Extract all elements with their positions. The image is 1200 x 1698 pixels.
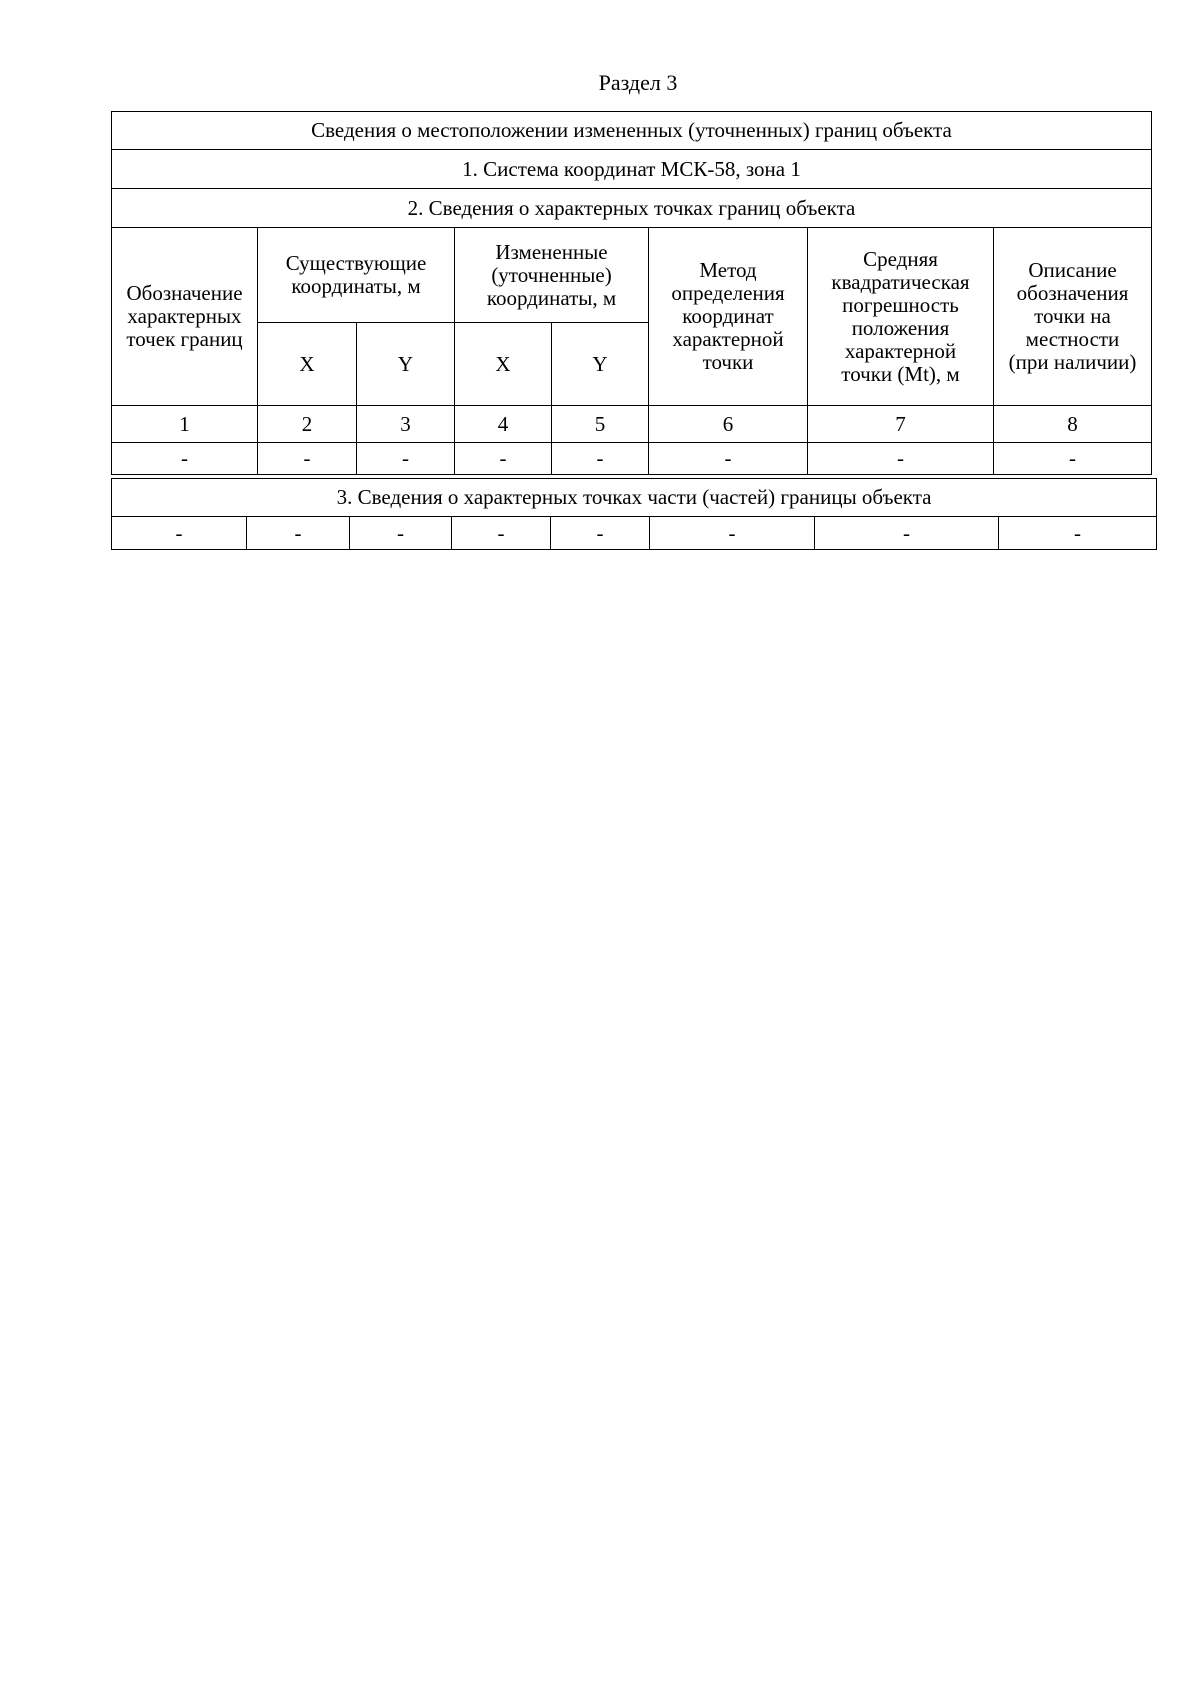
table-cell: - xyxy=(551,517,650,550)
column-number: 2 xyxy=(258,406,357,443)
table-title: Сведения о местоположении измененных (уточненных) границ объекта xyxy=(112,112,1152,150)
table-cell: - xyxy=(455,443,552,475)
table-row xyxy=(112,443,1152,475)
table-cell: - xyxy=(552,443,649,475)
points-heading-row: 2. Сведения о характерных точках границ объекта xyxy=(112,189,1152,228)
table-cell: - xyxy=(258,443,357,475)
column-number: 5 xyxy=(552,406,649,443)
table-cell: - xyxy=(350,517,452,550)
table-cell: - xyxy=(112,443,258,475)
header-changed-coords: Измененные (уточненные) координаты, м xyxy=(455,228,649,323)
header-changed-y: Y xyxy=(552,323,649,406)
column-number: 8 xyxy=(994,406,1152,443)
table-cell: - xyxy=(452,517,551,550)
part-points-table xyxy=(111,478,1157,550)
table-row xyxy=(112,517,1157,550)
table-cell: - xyxy=(357,443,455,475)
header-designation: Обозначение характерных точек границ xyxy=(112,228,258,406)
header-existing-coords: Существующие координаты, м xyxy=(258,228,455,323)
coord-system-row: 1. Система координат МСК-58, зона 1 xyxy=(112,150,1152,189)
table-cell: - xyxy=(994,443,1152,475)
column-number: 6 xyxy=(649,406,808,443)
table-cell: - xyxy=(650,517,815,550)
header-existing-x: X xyxy=(258,323,357,406)
table-cell: - xyxy=(247,517,350,550)
table-cell: - xyxy=(999,517,1157,550)
table-cell: - xyxy=(112,517,247,550)
boundary-points-table xyxy=(111,111,1152,475)
header-changed-x: X xyxy=(455,323,552,406)
column-number: 3 xyxy=(357,406,455,443)
header-description: Описание обозначения точки на местности (при наличии) xyxy=(994,228,1152,406)
table-cell: - xyxy=(649,443,808,475)
header-method: Метод определения координат характерной точки xyxy=(649,228,808,406)
column-number: 7 xyxy=(808,406,994,443)
table-cell: - xyxy=(815,517,999,550)
column-number: 1 xyxy=(112,406,258,443)
part-heading-row: 3. Сведения о характерных точках части (частей) границы объекта xyxy=(112,479,1157,517)
header-error: Средняя квадратическая погрешность положения характерной точки (Mt), м xyxy=(808,228,994,406)
table-cell: - xyxy=(808,443,994,475)
section-label: Раздел 3 xyxy=(598,70,678,95)
header-existing-y: Y xyxy=(357,323,455,406)
column-number: 4 xyxy=(455,406,552,443)
column-number-row xyxy=(112,406,1152,443)
